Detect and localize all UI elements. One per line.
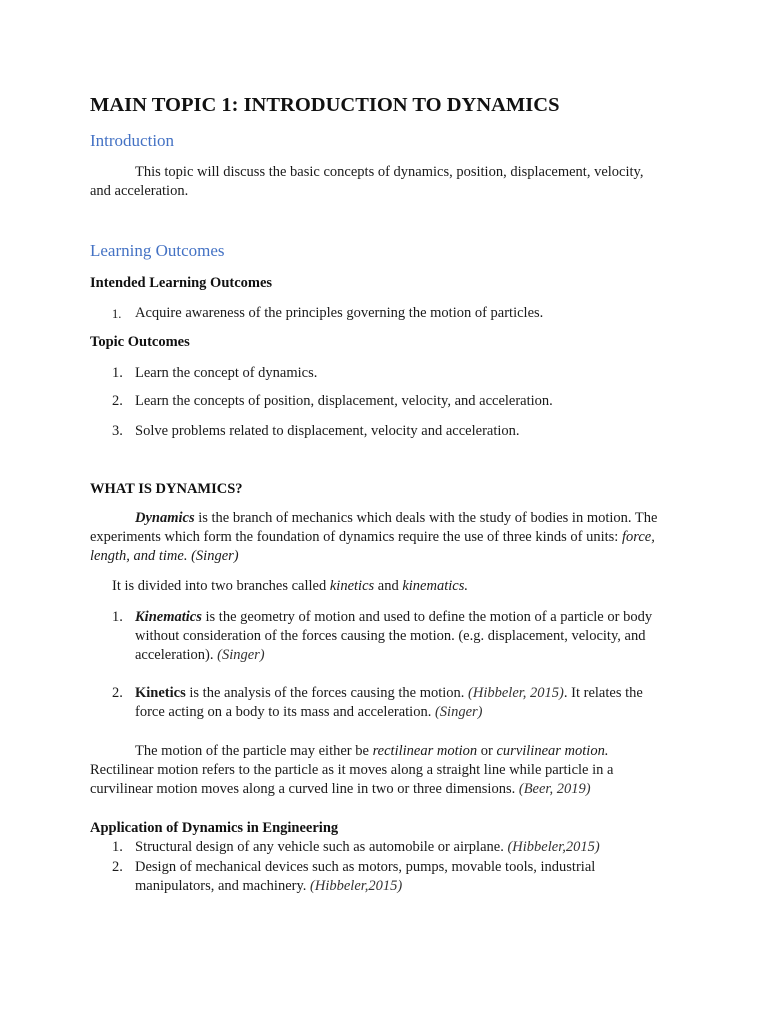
application-text: Design of mechanical devices such as motors, pumps, movable tools, industrial manipulators, and machinery. (135, 859, 596, 894)
citation: (Singer) (434, 704, 483, 720)
dynamics-term: Dynamics (135, 510, 195, 526)
introduction-paragraph: This topic will discuss the basic concepts of dynamics, position, displacement, velocity, and acceleration. (90, 164, 644, 199)
list-number: 2. (112, 393, 123, 409)
application-item (90, 858, 668, 896)
list-item-text: Acquire awareness of the principles governing the motion of particles. (135, 305, 544, 321)
citation: (Singer) (217, 647, 265, 663)
kinetics-text-2: . It relates the force acting on a body to its mass and acceleration. (135, 685, 643, 720)
list-item-text (135, 684, 668, 722)
conjunction-text: or (477, 743, 497, 759)
kinematics-term: kinematics. (402, 578, 468, 594)
rectilinear-term: rectilinear motion (372, 743, 478, 759)
units-text: force, length, and time. (Singer) (90, 529, 655, 564)
motion-text-2: Rectilinear motion refers to the particle as it moves along a straight line while particle in a curvilinear motion moves along a curved line in two or three dimensions. (90, 762, 614, 797)
citation: (Hibbeler,2015) (310, 878, 403, 894)
kinematics-text: is the geometry of motion and used to define the motion of a particle or body without consideration of the forces causing the motion. (e.g. displacement, velocity, and acceleration). (135, 609, 653, 663)
list-number: 2. (112, 859, 123, 875)
topic-outcome-item (90, 422, 668, 441)
definition-text: is the branch of mechanics which deals with the study of bodies in motion. The experiments which form the foundation of dynamics require the use of three kinds of units: (90, 510, 658, 545)
curvilinear-term: curvilinear motion. (496, 743, 609, 759)
introduction-heading: Introduction (90, 131, 175, 150)
dynamics-definition-paragraph (90, 509, 668, 566)
list-number: 1. (112, 609, 123, 625)
list-number: 1. (112, 365, 123, 381)
application-heading: Application of Dynamics in Engineering (90, 820, 339, 836)
application-text: Structural design of any vehicle such as automobile or airplane. (135, 839, 508, 855)
list-number: 3. (112, 423, 123, 439)
branch-item-kinematics (90, 608, 668, 665)
kinetics-bold-term: Kinetics (135, 685, 186, 701)
page-title: MAIN TOPIC 1: INTRODUCTION TO DYNAMICS (90, 94, 560, 116)
what-is-dynamics-heading: WHAT IS DYNAMICS? (90, 481, 243, 497)
list-item-text (135, 608, 668, 665)
conjunction-text: and (374, 578, 403, 594)
branches-text: It is divided into two branches called (112, 578, 330, 594)
motion-paragraph (90, 742, 668, 799)
list-item-text: Learn the concept of dynamics. (135, 365, 318, 381)
list-item-text: Solve problems related to displacement, velocity and acceleration. (135, 423, 520, 439)
citation: (Hibbeler,2015) (507, 839, 600, 855)
motion-text: The motion of the particle may either be (135, 743, 373, 759)
application-item (90, 838, 668, 857)
list-item-text (135, 838, 668, 857)
list-item-text: Learn the concepts of position, displacement, velocity, and acceleration. (135, 393, 553, 409)
branch-item-kinetics (90, 684, 668, 722)
list-item-text (135, 858, 668, 896)
kinetics-text: is the analysis of the forces causing the motion. (185, 685, 469, 701)
list-number: 2. (112, 685, 123, 701)
citation: (Beer, 2019) (518, 781, 591, 797)
kinematics-bold-term: Kinematics (135, 609, 202, 625)
list-number: 1. (112, 307, 122, 321)
topic-outcome-item (90, 392, 668, 411)
topic-outcome-item (90, 364, 668, 383)
topic-outcomes-heading: Topic Outcomes (90, 334, 190, 350)
kinetics-term: kinetics (329, 578, 375, 594)
intended-outcomes-heading: Intended Learning Outcomes (90, 275, 273, 291)
intended-outcome-item (90, 304, 668, 323)
citation: (Hibbeler, 2015) (468, 685, 564, 701)
branches-paragraph (90, 577, 668, 596)
list-number: 1. (112, 839, 123, 855)
learning-outcomes-heading: Learning Outcomes (90, 241, 225, 260)
